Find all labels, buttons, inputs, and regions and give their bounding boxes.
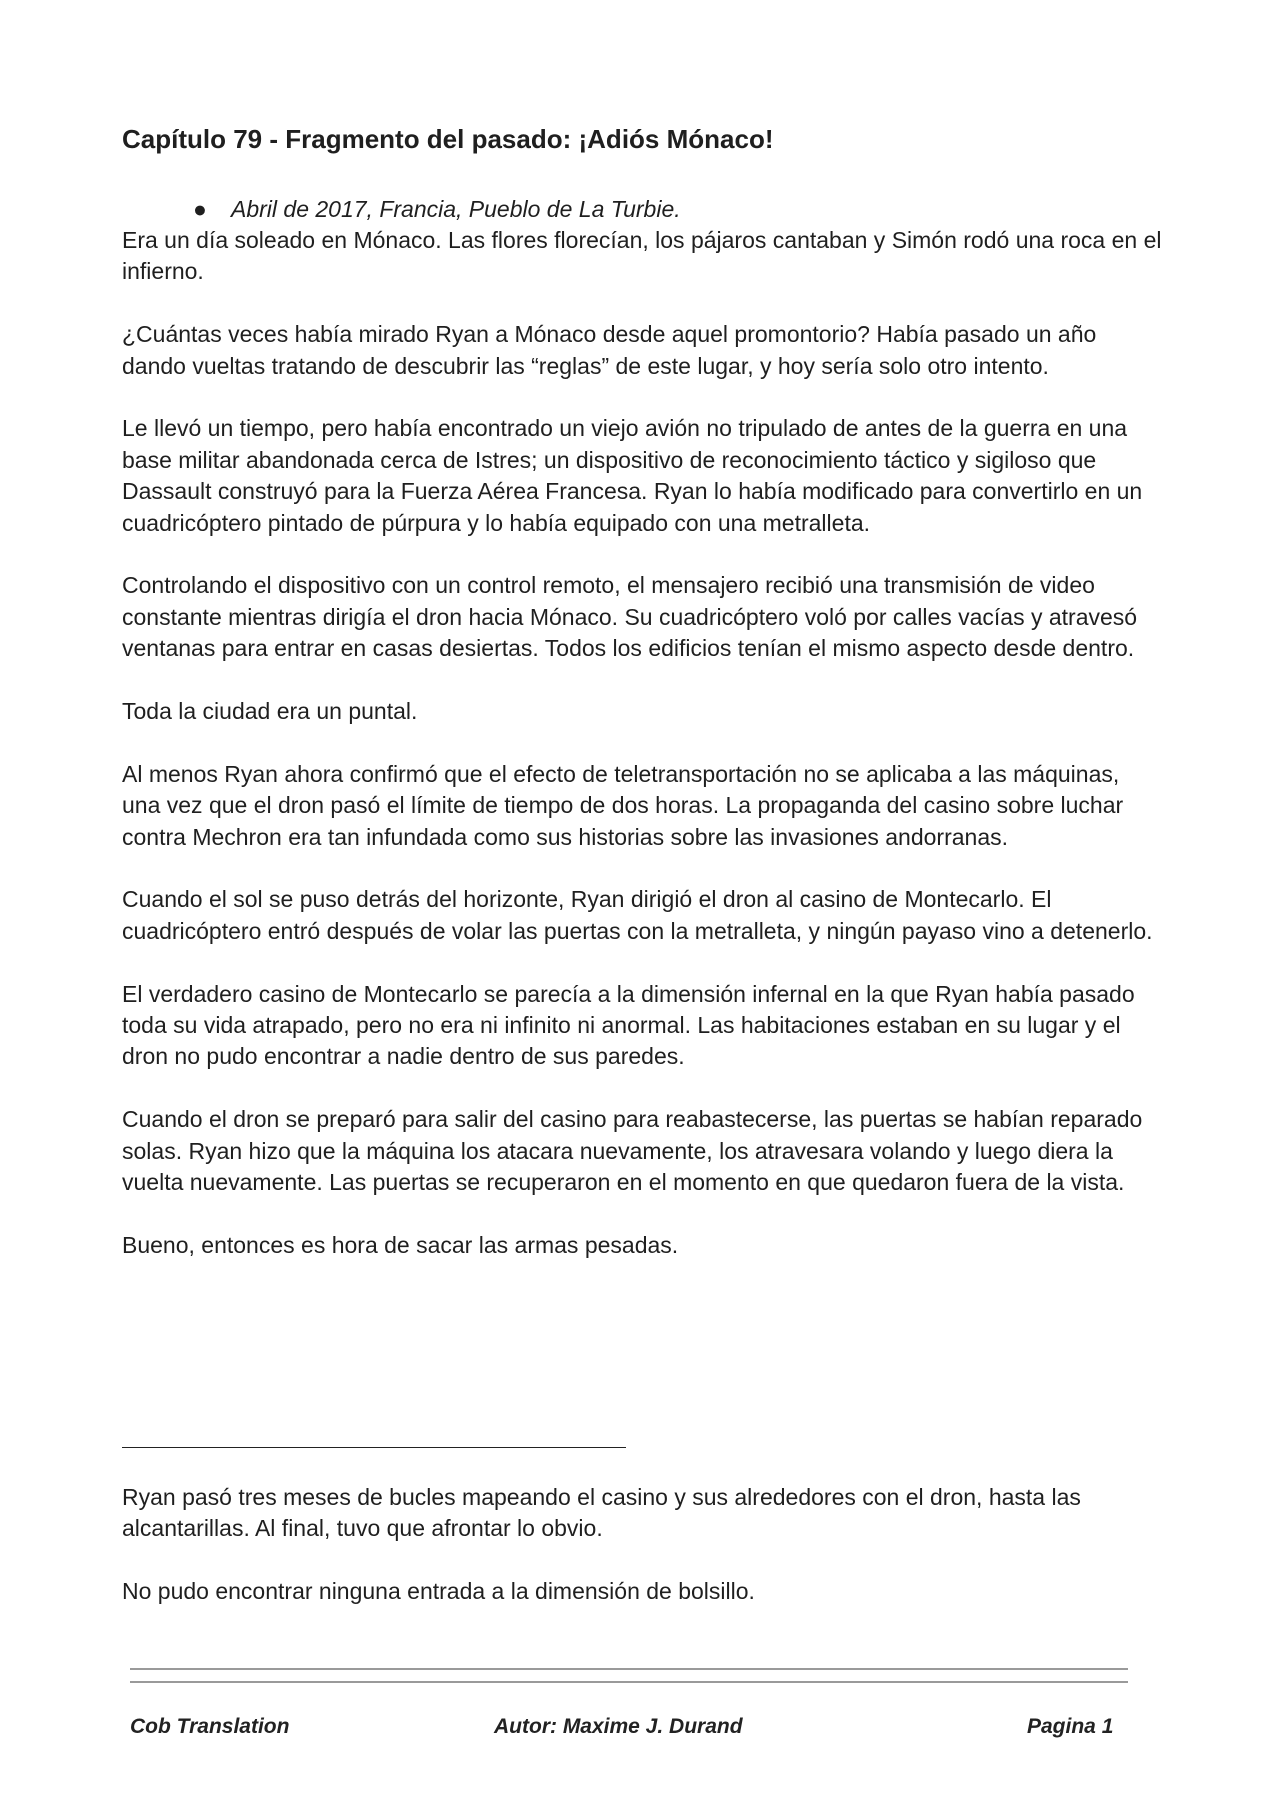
chapter-title: Capítulo 79 - Fragmento del pasado: ¡Adiós Mónaco! (122, 124, 774, 154)
paragraph: El verdadero casino de Montecarlo se parecía a la dimensión infernal en la que Ryan había pasado toda su vida atrapado, pero no era ni infinito ni anormal. Las habitaciones estaban en su lugar y el dron no pudo encontrar a nadie dentro de sus paredes. (122, 980, 1135, 1070)
date-location-bullet: Abril de 2017, Francia, Pueblo de La Turbie. (231, 196, 681, 222)
footer-page-number: Pagina 1 (1027, 1715, 1114, 1738)
paragraph: Era un día soleado en Mónaco. Las flores florecían, los pájaros cantaban y Simón rodó una roca en el infierno. (122, 227, 1162, 285)
footer-translator: Cob Translation (130, 1715, 290, 1738)
paragraph: Controlando el dispositivo con un control remoto, el mensajero recibió una transmisión de video constante mientras dirigía el dron hacia Mónaco. Su cuadricóptero voló por calles vacías y atravesó ventanas para entrar en casas desiertas. Todos los edificios tenían el mismo aspecto desde dentro. (122, 572, 1138, 662)
paragraph: Ryan pasó tres meses de bucles mapeando el casino y sus alrededores con el dron, hasta las alcantarillas. Al final, tuvo que afrontar lo obvio. (122, 1484, 1081, 1542)
paragraph: No pudo encontrar ninguna entrada a la dimensión de bolsillo. (122, 1578, 755, 1605)
body-text-continued (122, 1482, 1162, 1639)
paragraph: Cuando el dron se preparó para salir del casino para reabastecerse, las puertas se habían reparado solas. Ryan hizo que la máquina los atacara nuevamente, los atravesara volando y luego diera la vuelta nuevamente. Las puertas se recuperaron en el momento en que quedaron fuera de la vista. (122, 1106, 1143, 1196)
footer-divider-top (130, 1668, 1128, 1670)
paragraph: Bueno, entonces es hora de sacar las armas pesadas. (122, 1231, 679, 1258)
paragraph: Al menos Ryan ahora confirmó que el efecto de teletransportación no se aplicaba a las máquinas, una vez que el dron pasó el límite de tiempo de dos horas. La propaganda del casino sobre luchar contra Mechron era tan infundada como sus historias sobre las invasiones andorranas. (122, 760, 1124, 850)
section-divider (122, 1447, 626, 1448)
paragraph: Toda la ciudad era un puntal. (122, 698, 418, 725)
footer-divider-bottom (130, 1681, 1128, 1683)
paragraph: Cuando el sol se puso detrás del horizonte, Ryan dirigió el dron al casino de Montecarlo. El cuadricóptero entró después de volar las puertas con la metralleta, y ningún payaso vino a detenerlo. (122, 886, 1153, 944)
body-text (122, 225, 1162, 1293)
bullet-dot-icon: ● (193, 196, 207, 222)
footer-author: Autor: Maxime J. Durand (494, 1715, 743, 1738)
paragraph: ¿Cuántas veces había mirado Ryan a Mónaco desde aquel promontorio? Había pasado un año dando vueltas tratando de descubrir las “reglas” de este lugar, y hoy sería solo otro intento. (122, 321, 1097, 379)
paragraph: Le llevó un tiempo, pero había encontrado un viejo avión no tripulado de antes de la guerra en una base militar abandonada cerca de Istres; un dispositivo de reconocimiento táctico y sigiloso que Dassault construyó para la Fuerza Aérea Francesa. Ryan lo había modificado para convertirlo en un cuadricóptero pintado de púrpura y lo había equipado con una metralleta. (122, 415, 1143, 536)
